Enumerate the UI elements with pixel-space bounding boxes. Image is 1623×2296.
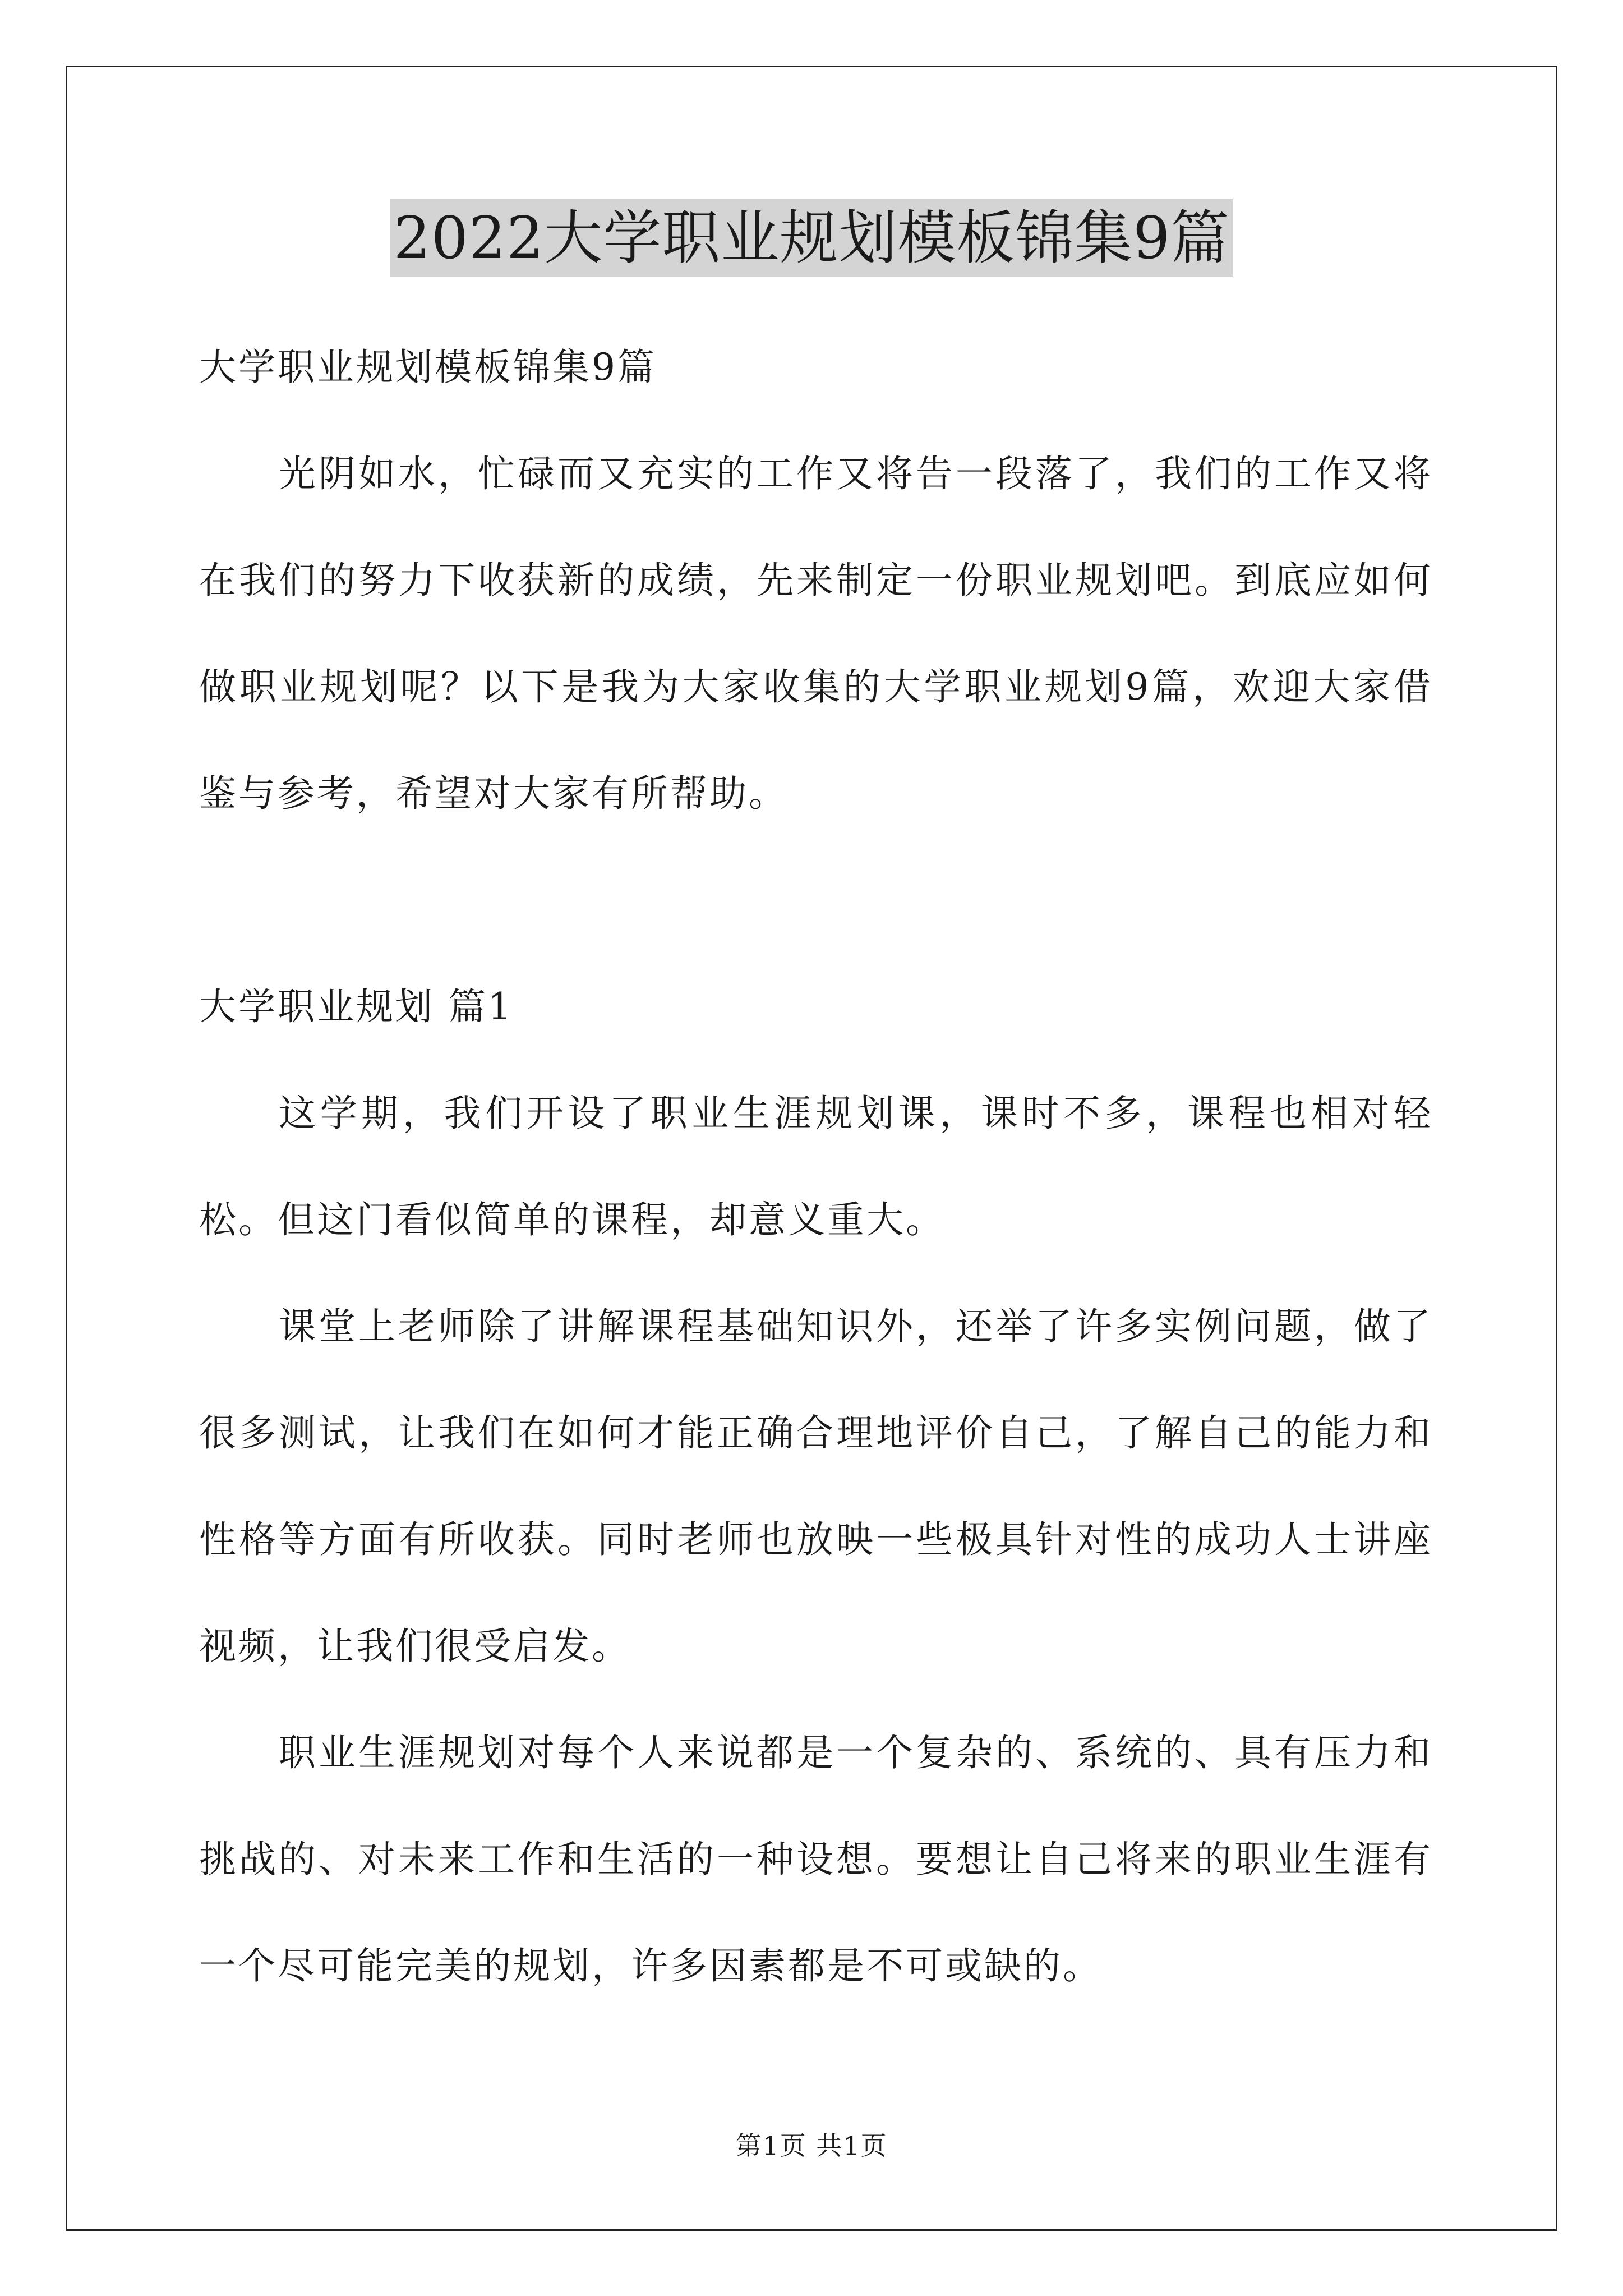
document-subtitle: 大学职业规划模板锦集9篇 bbox=[199, 346, 657, 389]
intro-paragraph: 光阴如水，忙碌而又充实的工作又将告一段落了，我们的工作又将在我们的努力下收获新的成绩，先来制定一份职业规划吧。到底应如何做职业规划呢？以下是我为大家收集的大学职业规划9篇，欢迎大家借鉴与参考，希望对大家有所帮助。 bbox=[199, 452, 1433, 815]
section-heading: 大学职业规划 篇1 bbox=[199, 985, 514, 1028]
document-title: 2022大学职业规划模板锦集9篇 bbox=[390, 199, 1233, 277]
body-paragraph: 这学期，我们开设了职业生涯规划课，课时不多，课程也相对轻松。但这门看似简单的课程，却意义重大。 bbox=[199, 1092, 1433, 1241]
body-paragraph: 职业生涯规划对每个人来说都是一个复杂的、系统的、具有压力和挑战的、对未来工作和生活的一种设想。要想让自己将来的职业生涯有一个尽可能完美的规划，许多因素都是不可或缺的。 bbox=[199, 1731, 1433, 1987]
title-container bbox=[0, 199, 1623, 277]
body-paragraph: 课堂上老师除了讲解课程基础知识外，还举了许多实例问题，做了很多测试，让我们在如何才能正确合理地评价自己，了解自己的能力和性格等方面有所收获。同时老师也放映一些极具针对性的成功人士讲座视频，让我们很受启发。 bbox=[199, 1305, 1433, 1668]
page-footer: 第1页 共1页 bbox=[735, 2131, 888, 2161]
document-body bbox=[199, 314, 1433, 2019]
section-spacer bbox=[199, 847, 1433, 954]
